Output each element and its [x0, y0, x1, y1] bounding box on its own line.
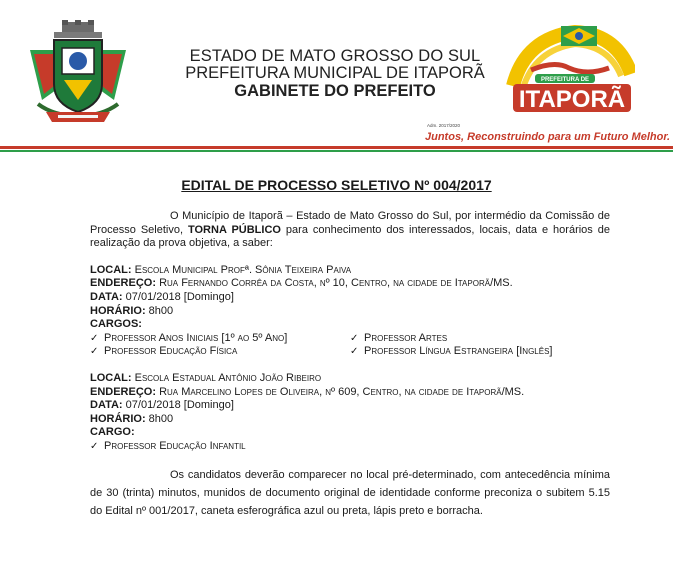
local-line: [90, 372, 610, 386]
position-item: [350, 332, 610, 346]
address-value: Rua Fernando Corrêa da Costa, nº 10, Centro, na cidade de Itaporã/MS.: [159, 277, 513, 290]
state-name: ESTADO DE MATO GROSSO DO SUL: [189, 47, 481, 65]
address-label: ENDEREÇO:: [90, 277, 157, 290]
time-line: [90, 413, 610, 427]
document-title: EDITAL DE PROCESSO SELETIVO Nº 004/2017: [181, 177, 492, 193]
time-value: 8h00: [148, 412, 174, 425]
positions-label: CARGOS:: [90, 318, 142, 331]
time-line: [90, 305, 610, 319]
header-rule-green: [0, 150, 673, 152]
check-icon: ✓: [90, 440, 99, 452]
slogan: Juntos, Reconstruindo para um Futuro Melhor.: [425, 131, 671, 143]
address-line: [90, 277, 610, 291]
local-value: Escola Estadual Antônio João Ribeiro: [134, 371, 322, 384]
document-body: [90, 210, 610, 531]
local-label: LOCAL:: [90, 263, 132, 276]
time-label: HORÁRIO:: [90, 304, 146, 317]
intro-part2: para conhecimento dos interessados, locais, data e horários de realização da prova objetiva, a saber:: [90, 223, 610, 250]
location-block-2: [90, 372, 610, 454]
itapora-logo-icon: [505, 24, 635, 120]
check-icon: ✓: [90, 346, 99, 358]
local-value: Escola Municipal Profª. Sônia Teixeira Paiva: [134, 263, 352, 276]
positions-label: CARGO:: [90, 426, 135, 439]
check-icon: ✓: [350, 332, 359, 344]
positions-right-column: [350, 332, 610, 359]
position-name: Professor Anos Iniciais [1º ao 5º Ano]: [104, 331, 288, 344]
location-block-1: [90, 264, 610, 359]
intro-bold: TORNA PÚBLICO: [187, 223, 281, 236]
position-item: [350, 345, 610, 359]
date-value: 07/01/2018 [Domingo]: [125, 290, 234, 303]
letterhead-text: [170, 48, 500, 101]
letterhead: [0, 0, 673, 158]
address-label: ENDEREÇO:: [90, 385, 157, 398]
time-value: 8h00: [148, 304, 174, 317]
date-label: DATA:: [90, 290, 123, 303]
local-line: [90, 264, 610, 278]
intro-part1: O Município de Itaporã – Estado de Mato Grosso do Sul, por intermédio da Comissão de Processo Seletivo,: [90, 210, 610, 236]
date-label: DATA:: [90, 399, 123, 412]
date-value: 07/01/2018 [Domingo]: [125, 399, 234, 412]
position-name: Professor Educação Física: [104, 345, 238, 358]
closing-paragraph: Os candidatos deverão comparecer no local pré-determinado, com antecedência mínima de 30 (trinta) minutos, munidos de documento original de identidade conforme preconiza o subitem 5.15 do Edital nº 001/2017, caneta esferográfica azul ou preta, lápis preto e borracha.: [90, 468, 610, 517]
position-item: [90, 332, 350, 346]
logo-name-text: ITAPORÃ: [518, 86, 626, 113]
intro-paragraph: [90, 210, 610, 251]
time-label: HORÁRIO:: [90, 412, 146, 425]
prefecture-name: PREFEITURA MUNICIPAL DE ITAPORÃ: [185, 64, 485, 82]
position-item: [90, 345, 350, 359]
header-rule-red: [0, 146, 673, 149]
check-icon: ✓: [350, 346, 359, 358]
positions-list: [90, 332, 610, 359]
check-icon: ✓: [90, 332, 99, 344]
date-line: [90, 291, 610, 305]
logo-top-text: PREFEITURA DE: [540, 77, 590, 83]
local-label: LOCAL:: [90, 371, 132, 384]
office-name: GABINETE DO PREFEITO: [234, 82, 436, 100]
address-line: [90, 386, 610, 400]
administration-period: Adm. 2017/2020: [427, 123, 461, 128]
position-item: [90, 440, 610, 454]
position-name: Professor Artes: [364, 331, 448, 344]
position-name: Professor Língua Estrangeira [Inglês]: [364, 345, 553, 358]
positions-left-column: [90, 332, 350, 359]
date-line: [90, 399, 610, 413]
address-value: Rua Marcelino Lopes de Oliveira, nº 609, Centro, na cidade de Itaporã/MS.: [159, 385, 525, 398]
municipal-coat-of-arms-icon: [24, 20, 132, 124]
position-name: Professor Educação Infantil: [104, 439, 246, 452]
